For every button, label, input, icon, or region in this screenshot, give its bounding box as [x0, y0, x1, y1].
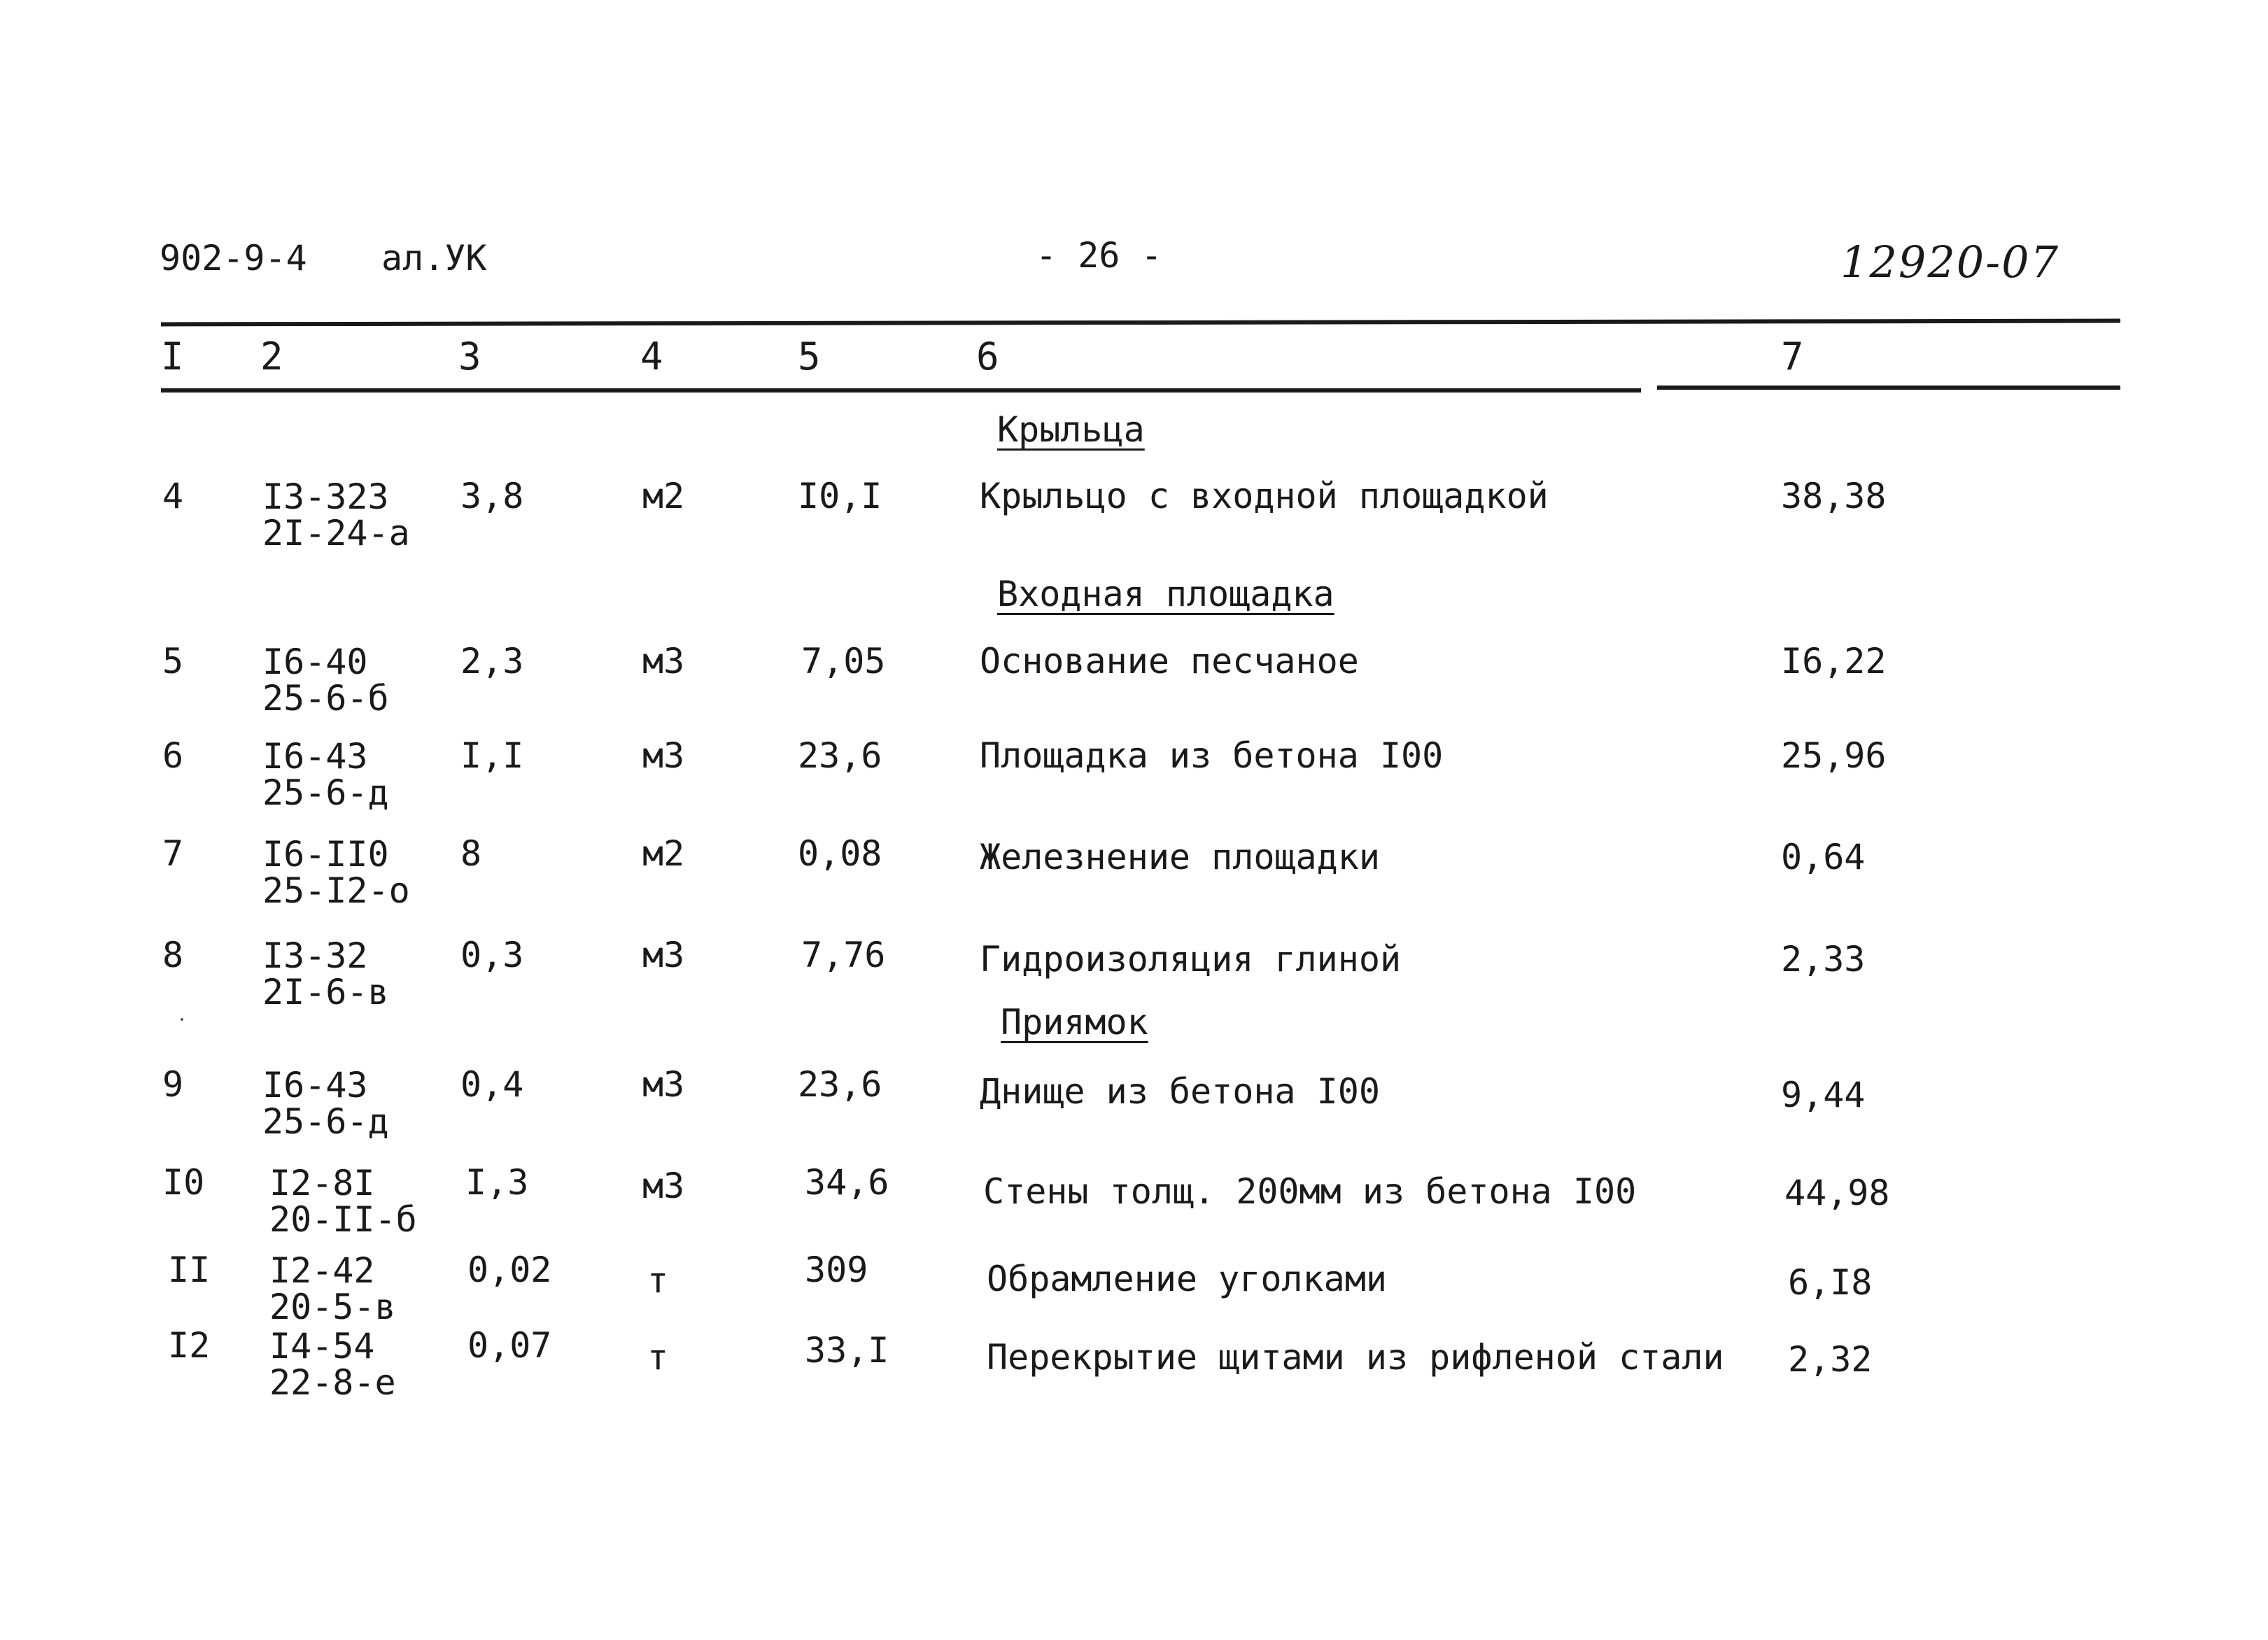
top-rule	[161, 319, 2120, 327]
quantity: 0,07	[467, 1325, 552, 1366]
total-cost: 38,38	[1781, 476, 1887, 516]
row-number: 4	[162, 476, 184, 516]
header-rule-left	[161, 388, 1641, 393]
row-number: 8	[162, 935, 184, 975]
col-header-1: I	[161, 334, 184, 379]
total-cost: 2,33	[1781, 939, 1866, 980]
unit-price: 33,I	[805, 1330, 889, 1371]
unit-price: I0,I	[798, 476, 882, 516]
work-name: Обрамление уголками	[987, 1259, 1387, 1299]
quantity: 8	[460, 833, 482, 874]
total-cost: 2,32	[1788, 1339, 1873, 1380]
quantity: 0,02	[467, 1250, 552, 1290]
total-cost: 25,96	[1781, 735, 1887, 776]
section-title: Приямок	[1001, 1002, 1148, 1042]
rate-code: I2-8I 20-II-б	[269, 1163, 417, 1240]
unit: м3	[642, 735, 685, 776]
row-number: 5	[162, 641, 184, 681]
quantity: I,I	[460, 735, 524, 776]
rate-code: I6-43 25-6-д	[262, 1065, 389, 1142]
rate-code: I6-43 25-6-д	[262, 736, 389, 813]
row-number: 6	[162, 735, 184, 776]
rate-code: I4-54 22-8-е	[269, 1326, 396, 1403]
row-number: 9	[162, 1064, 184, 1105]
quantity: I,3	[465, 1162, 529, 1203]
work-name: Железнение площадки	[980, 837, 1380, 877]
row-number: I0	[162, 1162, 205, 1203]
unit-price: 7,05	[801, 641, 886, 681]
work-name: Гидроизоляция глиной	[980, 939, 1402, 980]
total-cost: 9,44	[1781, 1075, 1866, 1115]
work-name: Днище из бетона I00	[980, 1071, 1380, 1112]
section-title: Входная площадка	[997, 574, 1334, 614]
work-name: Перекрытие щитами из рифленой стали	[987, 1337, 1724, 1378]
col-header-5: 5	[798, 334, 821, 379]
quantity: 2,3	[460, 641, 524, 681]
col-header-6: 6	[976, 334, 999, 379]
page-number: - 26 -	[1036, 235, 1162, 276]
unit: м3	[642, 1064, 685, 1105]
inventory-number: 12920-07	[1840, 236, 2060, 288]
unit-price: 34,6	[805, 1162, 889, 1203]
unit: м2	[642, 833, 685, 874]
unit-price: 7,76	[801, 935, 886, 975]
total-cost: 44,98	[1784, 1173, 1890, 1213]
unit: м3	[642, 935, 685, 975]
col-header-7: 7	[1781, 334, 1804, 379]
work-name: Площадка из бетона I00	[980, 735, 1444, 776]
unit-price: 0,08	[798, 833, 882, 874]
unit-price: 309	[805, 1250, 868, 1290]
row-number: 7	[162, 833, 184, 874]
total-cost: I6,22	[1781, 641, 1887, 681]
header-rule-right	[1657, 386, 2120, 390]
album-label: ал.УК	[381, 238, 487, 278]
row-number: II	[168, 1250, 211, 1290]
quantity: 0,3	[460, 935, 524, 975]
unit: м3	[642, 1166, 685, 1206]
row-number: I2	[168, 1325, 211, 1366]
rate-code: I2-42 20-5-в	[269, 1250, 396, 1327]
unit: т	[647, 1260, 669, 1301]
total-cost: 6,I8	[1788, 1262, 1873, 1303]
work-name: Стены толщ. 200мм из бетона I00	[983, 1171, 1637, 1212]
unit: м2	[642, 476, 685, 516]
col-header-4: 4	[640, 334, 663, 379]
unit: т	[647, 1337, 669, 1378]
rate-code: I6-II0 25-I2-о	[262, 834, 410, 911]
quantity: 3,8	[460, 476, 524, 516]
work-name: Крыльцо с входной площадкой	[980, 476, 1549, 516]
doc-code: 902-9-4	[160, 238, 307, 278]
section-title: Крыльца	[997, 409, 1145, 450]
rate-code: I3-323 2I-24-а	[262, 476, 410, 553]
rate-code: I6-40 25-6-б	[262, 642, 389, 719]
unit: м3	[642, 641, 685, 681]
work-name: Основание песчаное	[980, 641, 1359, 681]
unit-price: 23,6	[798, 1064, 882, 1105]
quantity: 0,4	[460, 1064, 524, 1105]
col-header-3: 3	[458, 334, 481, 379]
unit-price: 23,6	[798, 735, 882, 776]
speck	[181, 1018, 183, 1021]
total-cost: 0,64	[1781, 837, 1866, 877]
col-header-2: 2	[260, 334, 283, 379]
rate-code: I3-32 2I-6-в	[262, 935, 389, 1012]
